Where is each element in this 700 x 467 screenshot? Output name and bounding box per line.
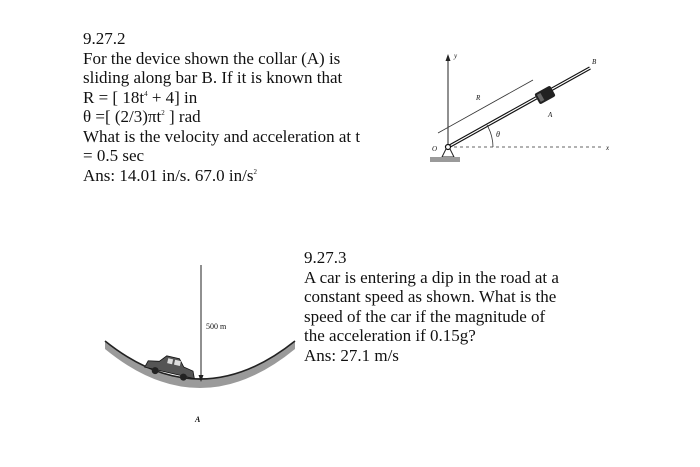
theta-equation	[83, 107, 360, 127]
road-dip-diagram	[100, 255, 300, 430]
road-ground	[105, 341, 295, 388]
ground-hatch	[430, 157, 460, 162]
problem-9-27-2-text	[83, 29, 360, 185]
problem-statement-line: speed of the car if the magnitude of	[304, 306, 546, 326]
answer-exponent: 2	[253, 167, 257, 176]
x-axis-label: x	[606, 144, 610, 152]
collar-bar-diagram	[418, 40, 618, 185]
road-surface	[105, 341, 295, 379]
problem-statement-line: the acceleration if 0.15g?	[304, 326, 476, 345]
origin-label: O	[432, 145, 438, 153]
problem-number: 9.27.3	[304, 248, 347, 267]
theta-exponent: 2	[161, 109, 165, 117]
answer-line: Ans: 27.1 m/s	[304, 345, 399, 365]
problem-number: 9.27.2	[83, 29, 126, 48]
radius-label: 500 m	[206, 322, 227, 331]
y-axis-arrow	[446, 54, 451, 61]
problem-statement-line: constant speed as shown. What is the	[304, 287, 557, 306]
radius-exponent: 4	[144, 89, 148, 98]
problem-statement-line: For the device shown the collar (A) is	[83, 48, 341, 68]
problem-9-27-3-text	[304, 248, 559, 365]
radius-equation	[83, 88, 360, 108]
question-line: What is the velocity and acceleration at t	[83, 126, 361, 146]
collar-label-a: A	[548, 111, 553, 119]
theta-equation-tail: ] rad	[164, 107, 201, 126]
problem-statement-line: sliding along bar B. If it is known that	[83, 68, 343, 87]
answer-line	[83, 166, 360, 186]
answer-text: Ans: 14.01 in/s. 67.0 in/s	[83, 165, 254, 185]
radius-equation-lead: R = [ 18t	[83, 87, 145, 107]
question-line: = 0.5 sec	[83, 146, 145, 165]
radius-label: R	[476, 94, 481, 102]
radius-equation-tail: + 4] in	[147, 87, 198, 107]
pin-joint	[446, 145, 451, 150]
point-label-a: A	[195, 415, 201, 424]
angle-label: θ	[496, 130, 500, 139]
y-axis-label: y	[454, 52, 458, 60]
bar-label-b: B	[592, 58, 597, 66]
problem-statement-line: A car is entering a dip in the road at a	[304, 267, 559, 287]
theta-equation-lead: θ =[ (2/3)πt	[83, 107, 162, 126]
bar-b-highlight	[448, 68, 590, 147]
angle-arc	[487, 125, 493, 147]
